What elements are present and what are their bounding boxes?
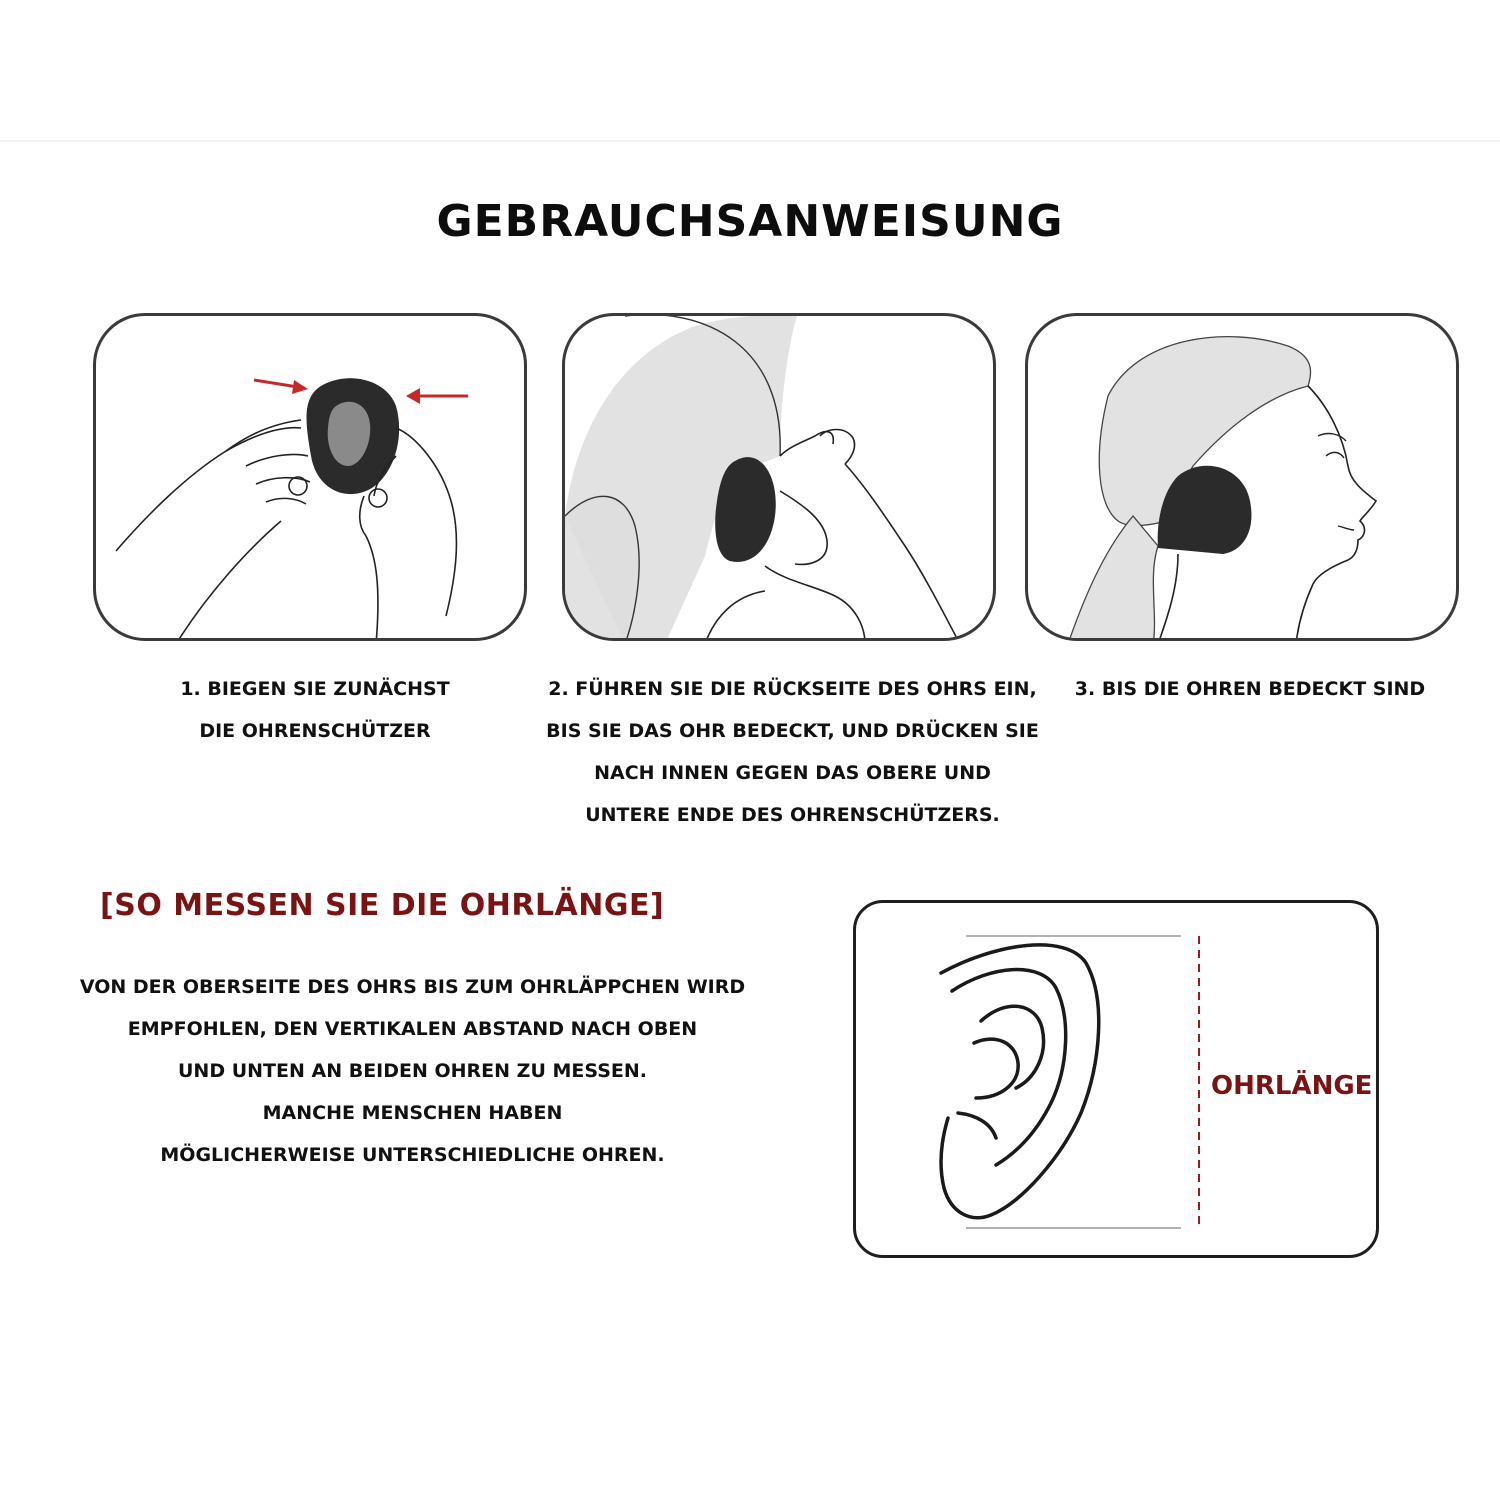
- measure-heading: [SO MESSEN SIE DIE OHRLÄNGE]: [100, 888, 665, 923]
- top-divider: [0, 140, 1500, 142]
- hand-inserting-earmuff-icon: [565, 316, 996, 641]
- ear-length-label: OHRLÄNGE: [1211, 1071, 1373, 1101]
- step-2-illustration: [562, 313, 996, 641]
- head-wearing-earmuffs-icon: [1028, 316, 1459, 641]
- page-title: GEBRAUCHSANWEISUNG: [436, 196, 1064, 247]
- measure-description: VON DER OBERSEITE DES OHRS BIS ZUM OHRLÄPPCHEN WIRD EMPFOHLEN, DEN VERTIKALEN ABSTAND NACH OBEN UND UNTEN AN BEIDEN OHREN ZU MESSEN. MANCHE MENSCHEN HABEN MÖGLICHERWEISE UNTERSCHIEDLICHE OHREN.: [79, 976, 746, 1166]
- step-3-illustration: [1025, 313, 1459, 641]
- step-2-caption: 2. FÜHREN SIE DIE RÜCKSEITE DES OHRS EIN, BIS SIE DAS OHR BEDECKT, UND DRÜCKEN SIE NACH INNEN GEGEN DAS OBERE UND UNTERE ENDE DES OHRENSCHÜTZERS.: [546, 678, 1039, 826]
- step-1-caption: 1. BIEGEN SIE ZUNÄCHST DIE OHRENSCHÜTZER: [180, 678, 450, 742]
- step-3-caption: 3. BIS DIE OHREN BEDECKT SIND: [1074, 678, 1426, 700]
- ear-measurement-panel: [853, 900, 1379, 1258]
- step-1-illustration: [93, 313, 527, 641]
- hands-bending-earmuff-icon: [96, 316, 527, 641]
